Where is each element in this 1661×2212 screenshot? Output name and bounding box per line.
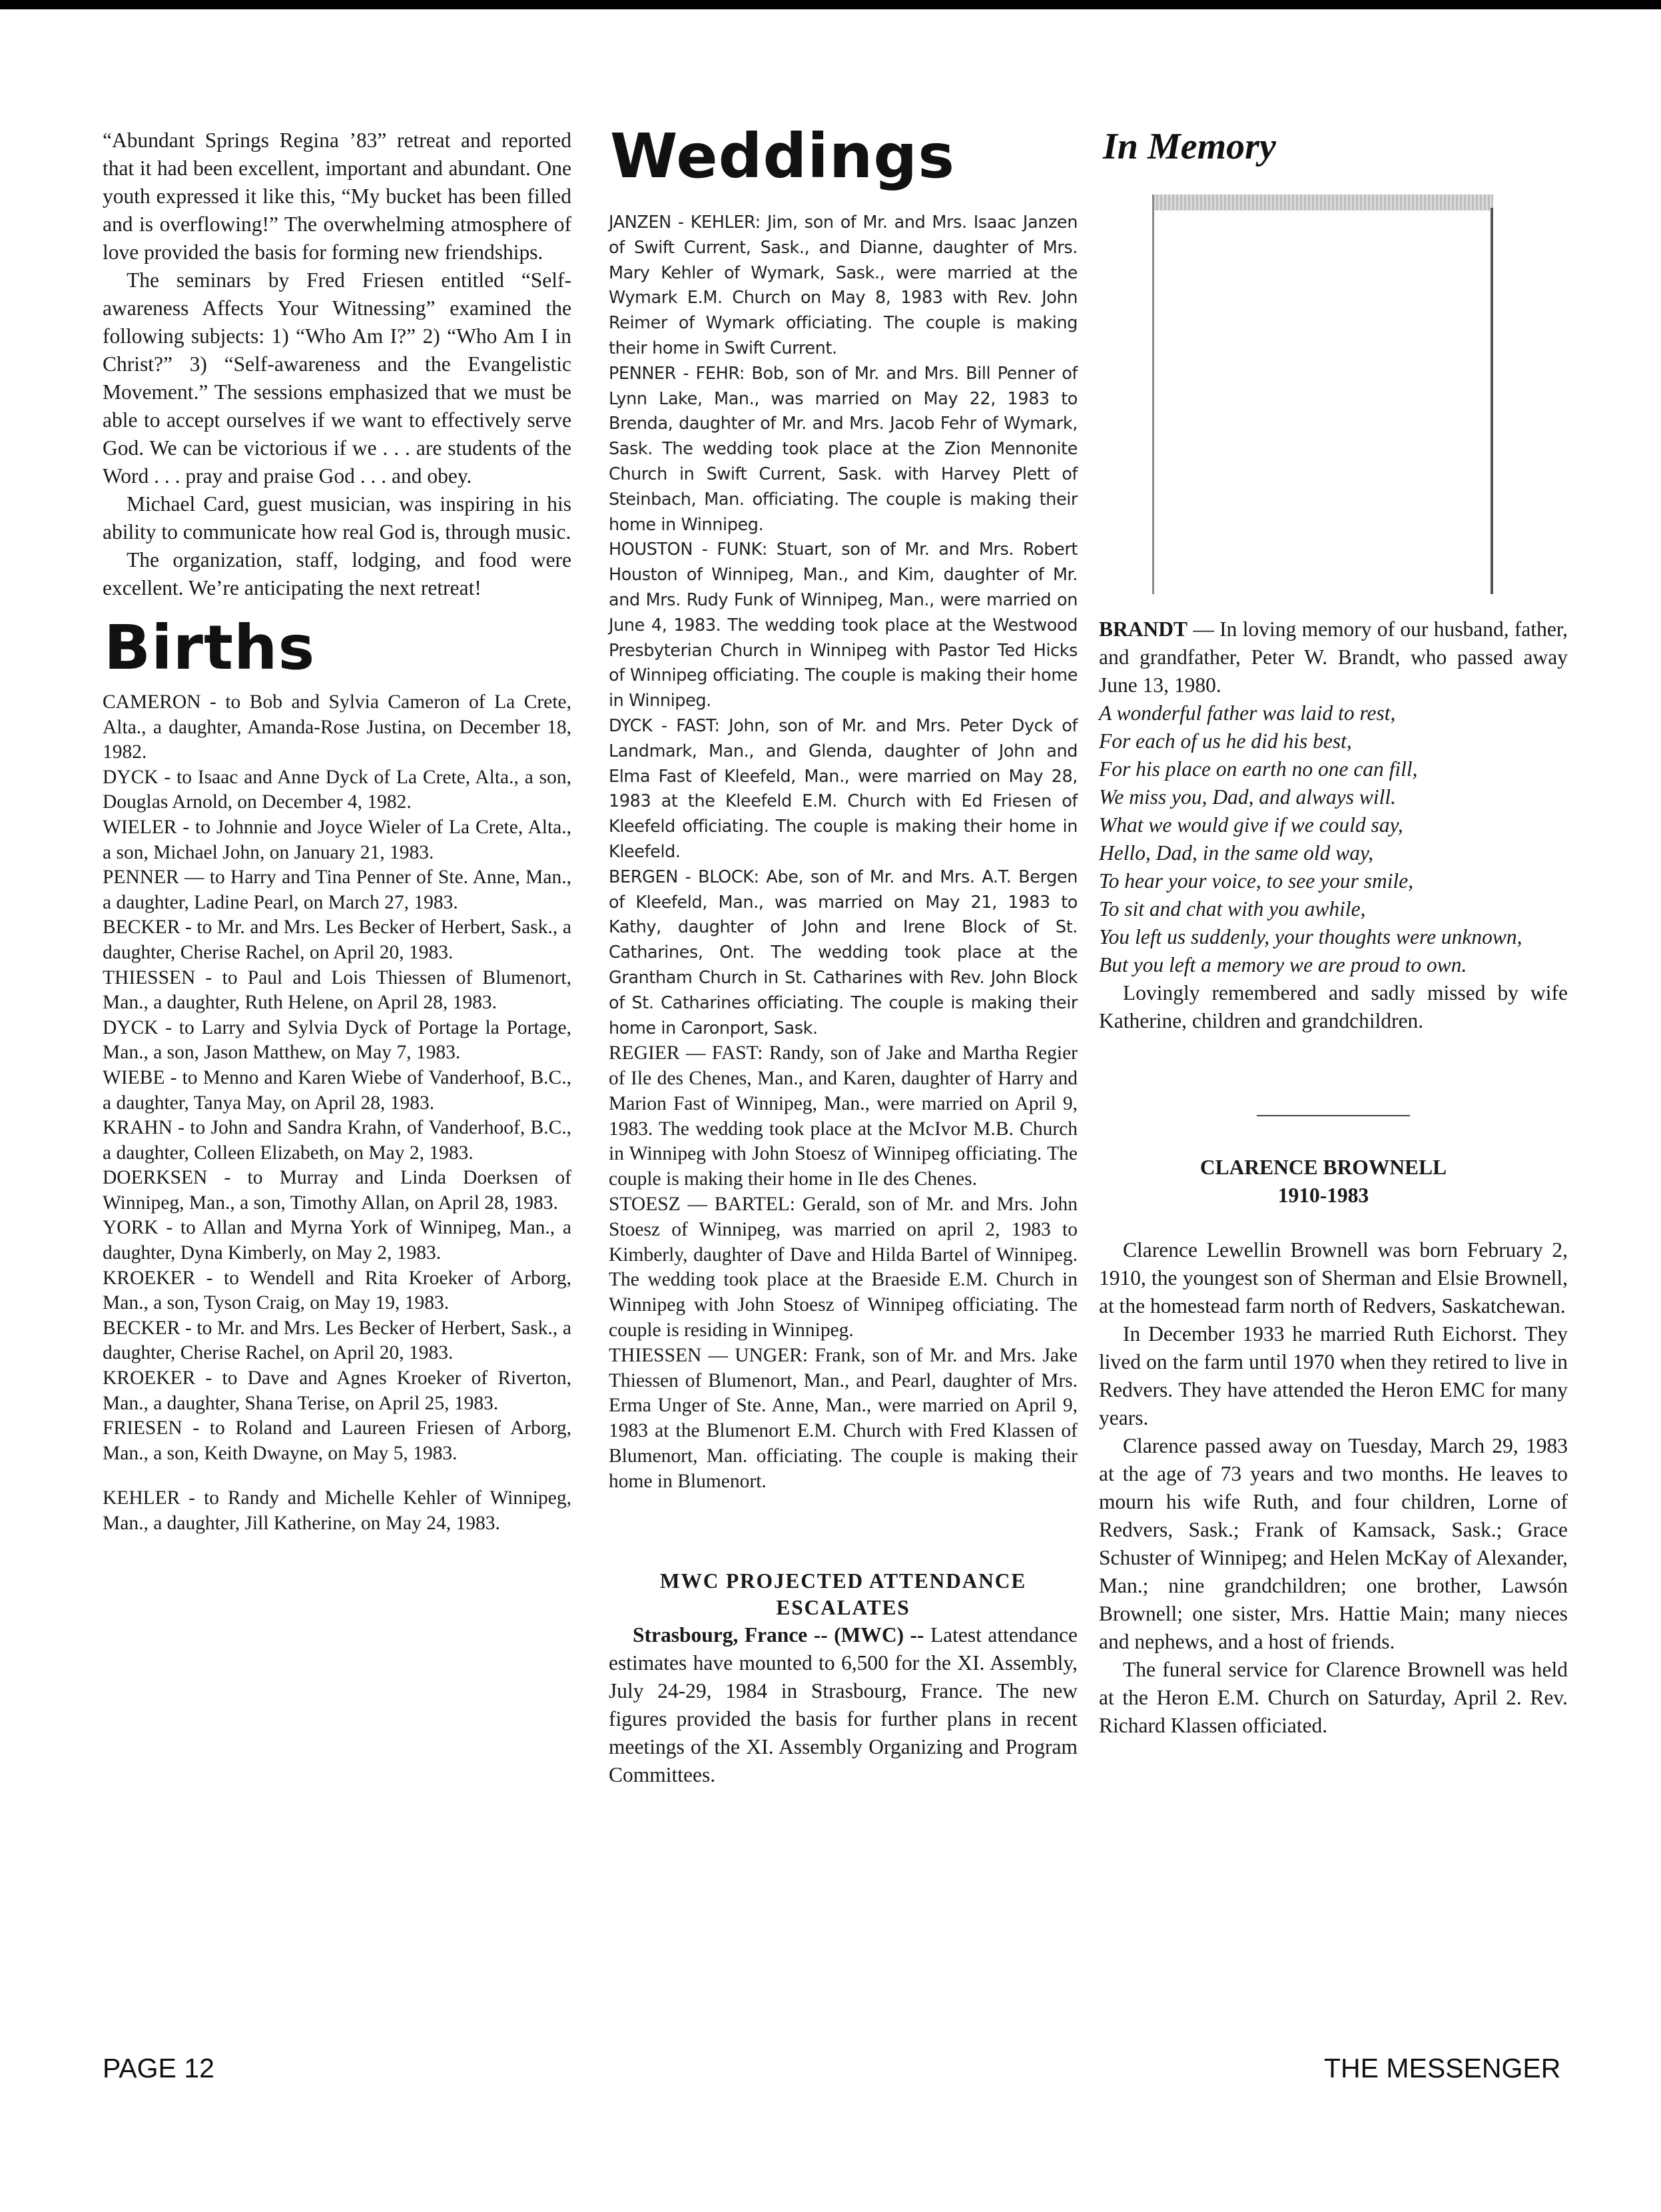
wedding-entry: REGIER — FAST: Randy, son of Jake and Martha Regier of Ile des Chenes, Man., and Karen, daughter of Harry and Marion Fast of Winnipeg, Man., were married on April 9, 1983. The wedding took place at the McIvor M.B. Church in Winnipeg with John Stoesz of Winnipeg officiating. The couple is making their home in Ile des Chenes. <box>609 1042 1078 1190</box>
photo-frame-right-edge <box>1491 208 1493 594</box>
birth-entry: DOERKSEN - to Murray and Linda Doerksen of Winnipeg, Man., a son, Timothy Allan, on April 28, 1983. <box>103 1167 571 1214</box>
wedding-entry: STOESZ — BARTEL: Gerald, son of Mr. and Mrs. John Stoesz of Winnipeg, was married on april 2, 1983 to Kimberly, daughter of Dave and Hilda Bartel of Winnipeg. The wedding took place at the Braeside E.M. Church in Winnipeg with John Stoesz of Winnipeg officiating. The couple is residing in Winnipeg. <box>609 1194 1078 1341</box>
birth-entry: FRIESEN - to Roland and Laureen Friesen of Arborg, Man., a son, Keith Dwayne, on May 5, 1983. <box>103 1417 571 1464</box>
publication-name: THE MESSENGER <box>1324 2053 1561 2083</box>
brandt-intro <box>1099 615 1568 699</box>
poem-line: You left us suddenly, your thoughts were unknown, <box>1099 925 1522 948</box>
wedding-entry: PENNER - FEHR: Bob, son of Mr. and Mrs. Bill Penner of Lynn Lake, Man., was married on May 22, 1983 to Brenda, daughter of Mr. and Mrs. Jacob Fehr of Wymark, Sask. The wedding took place at the Zion Mennonite Church in Swift Current, Sask. with Harvey Plett of Steinbach, Man. officiating. The couple is making their home in Winnipeg. <box>609 363 1078 535</box>
birth-entry: BECKER - to Mr. and Mrs. Les Becker of Herbert, Sask., a daughter, Cherise Rachel, on April 20, 1983. <box>103 917 571 963</box>
brandt-intro-text: — In loving memory of our husband, father, and grandfather, Peter W. Brandt, who passed away June 13, 1980. <box>1099 617 1568 697</box>
brownell-paragraph: In December 1933 he married Ruth Eichorst. They lived on the farm until 1970 when they retired to live in Redvers. They have attended the Heron EMC for many years. <box>1099 1322 1568 1429</box>
poem-line: We miss you, Dad, and always will. <box>1099 785 1396 809</box>
births-heading: Births <box>104 612 316 683</box>
in-memory-heading: In Memory <box>1103 126 1276 167</box>
brownell-paragraph: Clarence passed away on Tuesday, March 29, 1983 at the age of 73 years and two months. He leaves to mourn his wife Ruth, and four children, Lorne of Redvers, Sask.; Frank of Kamsack, Sask.; Grace Schuster of Winnipeg; and Helen McKay of Alexander, Man.; nine grandchildren; one brother, Lawsón Brownell; one sister, Mrs. Hattie Main; many nieces and nephews, and a host of friends. <box>1099 1434 1568 1653</box>
birth-entry: KEHLER - to Randy and Michelle Kehler of Winnipeg, Man., a daughter, Jill Katherine, on May 24, 1983. <box>103 1487 571 1534</box>
mwc-title: MWC PROJECTED ATTENDANCE ESCALATES <box>659 1569 1027 1619</box>
spacer <box>1099 1210 1568 1236</box>
birth-entry: CAMERON - to Bob and Sylvia Cameron of La Crete, Alta., a daughter, Amanda-Rose Justina, on December 18, 1982. <box>103 691 571 763</box>
wedding-entry: THIESSEN — UNGER: Frank, son of Mr. and Mrs. Jake Thiessen of Blumenort, Man., and Pearl, daughter of Mrs. Erma Unger of Ste. Anne, Man., were married on April 9, 1983 at the Blumenort E.M. Church with Fred Klassen of Blumenort, Man. officiating. The couple is making their home in Blumenort. <box>609 1344 1078 1492</box>
left-column <box>103 127 571 1537</box>
brownell-name: CLARENCE BROWNELL <box>1199 1156 1447 1179</box>
birth-entry: YORK - to Allan and Myrna York of Winnipeg, Man., a daughter, Dyna Kimberly, on May 2, 1983. <box>103 1217 571 1264</box>
poem-line: To hear your voice, to see your smile, <box>1099 869 1414 893</box>
poem-line: What we would give if we could say, <box>1099 813 1403 837</box>
mwc-body <box>609 1621 1078 1789</box>
brandt-memorial <box>1099 615 1568 1035</box>
birth-entry: PENNER — to Harry and Tina Penner of Ste. Anne, Man., a daughter, Ladine Pearl, on March 27, 1983. <box>103 867 571 913</box>
birth-entry: THIESSEN - to Paul and Lois Thiessen of Blumenort, Man., a daughter, Ruth Helene, on April 28, 1983. <box>103 966 571 1014</box>
photo-frame-left-edge <box>1152 194 1154 594</box>
birth-entry: DYCK - to Larry and Sylvia Dyck of Portage la Portage, Man., a son, Jason Matthew, on May 7, 1983. <box>103 1016 571 1064</box>
retreat-paragraph: “Abundant Springs Regina ’83” retreat and reported that it had been excellent, important and abundant. One youth expressed it like this, “My bucket has been filled and is overflowing!” The overwhelming atmosphere of love provided the basis for forming new friendships. <box>103 129 571 264</box>
page-number: PAGE 12 <box>103 2053 214 2083</box>
birth-entry: BECKER - to Mr. and Mrs. Les Becker of Herbert, Sask., a daughter, Cherise Rachel, on April 20, 1983. <box>103 1317 571 1364</box>
weddings-heading: Weddings <box>610 121 955 192</box>
poem-line: For his place on earth no one can fill, <box>1099 757 1418 781</box>
mwc-article <box>609 1568 1078 1789</box>
birth-entry: DYCK - to Isaac and Anne Dyck of La Crete, Alta., a son, Douglas Arnold, on December 4, 1982. <box>103 766 571 813</box>
mwc-dateline: Strasbourg, France -- (MWC) -- <box>633 1623 924 1647</box>
brandt-closing: Lovingly remembered and sadly missed by wife Katherine, children and grandchildren. <box>1099 981 1568 1032</box>
birth-entry: KROEKER - to Dave and Agnes Kroeker of Riverton, Man., a daughter, Shana Terise, on April 25, 1983. <box>103 1367 571 1414</box>
retreat-paragraph: The seminars by Fred Friesen entitled “Self-awareness Affects Your Witnessing” examined the following subjects: 1) “Who Am I?” 2) “Who Am I in Christ?” 3) “Self-awareness and the Evangelistic Movement.” The sessions emphasized that we must be able to accept ourselves if we want to effectively serve God. We can be victorious if we . . . are students of the Word . . . pray and praise God . . . and obey. <box>103 268 571 488</box>
birth-entry: WIEBE - to Menno and Karen Wiebe of Vanderhoof, B.C., a daughter, Tanya May, on April 28, 1983. <box>103 1066 571 1114</box>
wedding-entry: DYCK - FAST: John, son of Mr. and Mrs. Peter Dyck of Landmark, Man., and Glenda, daughter of John and Elma Fast of Kleefeld, Man., were married on May 28, 1983 at the Kleefeld E.M. Church with Ed Friesen of Kleefeld officiating. The couple is making their home in Kleefeld. <box>609 715 1078 862</box>
memorial-photo-frame <box>1152 194 1493 594</box>
brownell-paragraph: The funeral service for Clarence Brownell was held at the Heron E.M. Church on Saturday, April 2. Rev. Richard Klassen officiated. <box>1099 1658 1568 1737</box>
photo-frame-top-edge <box>1152 194 1493 210</box>
brownell-years: 1910-1983 <box>1277 1184 1369 1207</box>
wedding-entry: HOUSTON - FUNK: Stuart, son of Mr. and Mrs. Robert Houston of Winnipeg, Man., and Kim, daughter of Mr. and Mrs. Rudy Funk of Winnipeg, Man., were married on June 4, 1983. The wedding took place at the Westwood Presbyterian Church in Winnipeg with Pastor Ted Hicks of Winnipeg officiating. The couple is making their home in Winnipeg. <box>609 540 1078 711</box>
wedding-entry: JANZEN - KEHLER: Jim, son of Mr. and Mrs. Isaac Janzen of Swift Current, Sask., and Dianne, daughter of Mrs. Mary Kehler of Wymark, Sask., were married at the Wymark E.M. Church on May 8, 1983 with Rev. John Reimer of Wymark officiating. The couple is making their home in Swift Current. <box>609 212 1078 358</box>
wedding-entry: BERGEN - BLOCK: Abe, son of Mr. and Mrs. A.T. Bergen of Kleefeld, Man., was married on May 21, 1983 to Kathy, daughter of John and Irene Block of St. Catharines, Ont. The wedding took place at the Grantham Church in St. Catharines with Rev. John Block of St. Catharines officiating. The couple is making their home in Caronport, Sask. <box>609 867 1078 1038</box>
middle-column <box>609 120 1078 1789</box>
weddings-list <box>609 210 1078 1495</box>
brownell-memorial <box>1099 1154 1568 1740</box>
poem-line: To sit and chat with you awhile, <box>1099 897 1366 921</box>
spacer <box>103 1466 571 1486</box>
retreat-paragraph: Michael Card, guest musician, was inspiring in his ability to communicate how real God is, through music. <box>103 492 571 544</box>
retreat-paragraph: The organization, staff, lodging, and food were excellent. We’re anticipating the next retreat! <box>103 548 571 599</box>
poem-line: Hello, Dad, in the same old way, <box>1099 841 1374 865</box>
poem-line: For each of us he did his best, <box>1099 729 1352 753</box>
section-divider <box>1257 1115 1410 1116</box>
mwc-text: Latest attendance estimates have mounted to 6,500 for the XI. Assembly, July 24-29, 1984 in Strasbourg, France. The new figures provided the basis for further plans in recent meetings of the XI. Assembly Organizing and Program Committees. <box>609 1623 1078 1786</box>
brandt-name: BRANDT <box>1099 617 1188 641</box>
birth-entry: WIELER - to Johnnie and Joyce Wieler of La Crete, Alta., a son, Michael John, on January 21, 1983. <box>103 816 571 863</box>
births-list <box>103 690 571 1537</box>
poem-line: A wonderful father was laid to rest, <box>1099 701 1396 725</box>
right-column <box>1099 120 1568 1740</box>
brownell-paragraph: Clarence Lewellin Brownell was born February 2, 1910, the youngest son of Sherman and Elsie Brownell, at the homestead farm north of Redvers, Saskatchewan. <box>1099 1238 1568 1317</box>
birth-entry: KROEKER - to Wendell and Rita Kroeker of Arborg, Man., a son, Tyson Craig, on May 19, 1983. <box>103 1267 571 1314</box>
poem-line: But you left a memory we are proud to own. <box>1099 953 1467 976</box>
birth-entry: KRAHN - to John and Sandra Krahn, of Vanderhoof, B.C., a daughter, Colleen Elizabeth, on May 2, 1983. <box>103 1117 571 1164</box>
top-border <box>0 0 1661 9</box>
